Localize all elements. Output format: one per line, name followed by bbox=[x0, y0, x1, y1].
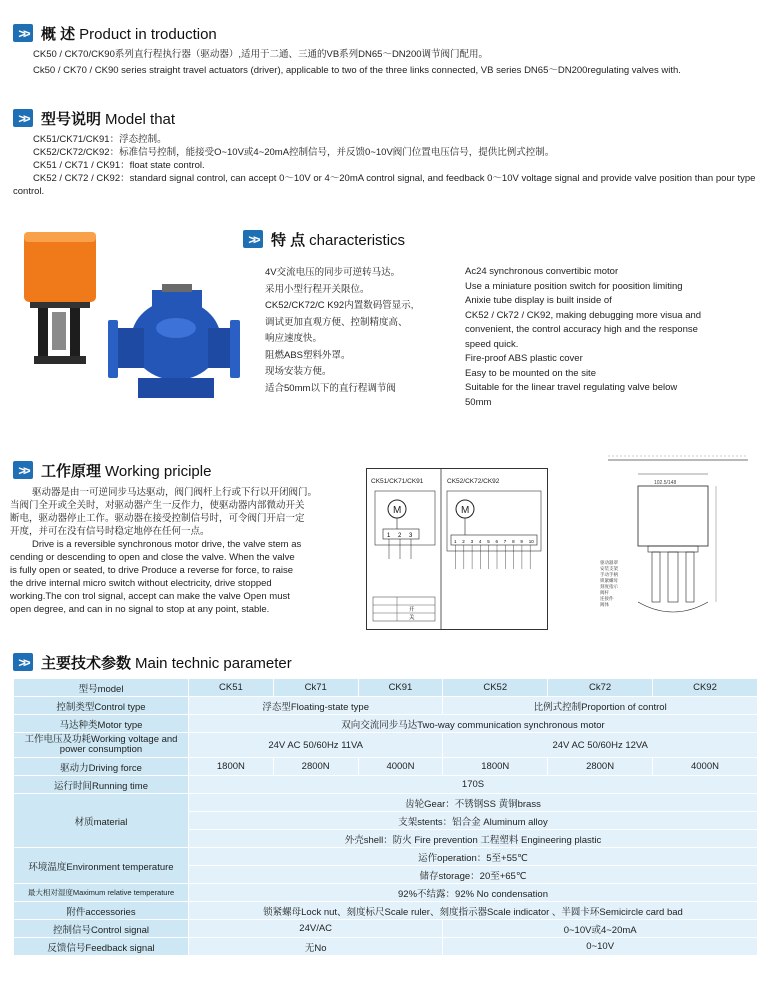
chevron-right-icon: >> bbox=[13, 24, 33, 42]
dimension-label: 102.5/148 bbox=[654, 480, 677, 486]
terminal-label: 8 bbox=[512, 539, 515, 544]
wiring-box1-title: CK51/CK71/CK91 bbox=[371, 478, 424, 485]
params-title-cn: 主要技术参数 bbox=[41, 654, 132, 672]
force-cell: 1800N bbox=[189, 758, 274, 776]
env-value: 运作operation：5至+55℃ bbox=[189, 848, 758, 866]
model-cell: CK52 bbox=[443, 679, 548, 697]
overview-text bbox=[33, 48, 763, 77]
terminal-label: 2 bbox=[398, 533, 402, 539]
side-label: 安装支架 bbox=[600, 566, 618, 571]
table-row bbox=[14, 679, 758, 697]
terminal-label: 9 bbox=[520, 539, 523, 544]
runtime-label: 运行时间Running time bbox=[14, 776, 189, 794]
overview-title-cn: 概 述 bbox=[41, 25, 76, 43]
side-label: 刻度指示 bbox=[600, 584, 618, 589]
feature-en: Suitable for the linear travel regulating valve below bbox=[465, 382, 678, 393]
table-row bbox=[14, 733, 758, 758]
table-row bbox=[14, 920, 758, 938]
working-en: Drive is a reversible synchronous motor drive, the valve stem as bbox=[32, 539, 302, 550]
motor-value: 双向交流同步马达Two-way communication synchronous motor bbox=[189, 715, 758, 733]
chevron-right-icon: >> bbox=[13, 109, 33, 127]
force-cell: 2800N bbox=[548, 758, 653, 776]
env-label: 环境温度Environment temperature bbox=[14, 848, 189, 884]
feedback-signal-value: 无No bbox=[189, 938, 443, 956]
side-label: 锁紧螺母 bbox=[600, 578, 618, 583]
feedback-signal-label: 反馈信号Feedback signal bbox=[14, 938, 189, 956]
terminal-label: 5 bbox=[487, 539, 490, 544]
material-value: 外壳shell：防火 Fire prevention 工程塑料 Engineering plastic bbox=[189, 830, 758, 848]
table-row bbox=[14, 697, 758, 715]
terminal-label: 1 bbox=[454, 539, 457, 544]
force-cell: 4000N bbox=[652, 758, 757, 776]
motor-label: 马达种类Motor type bbox=[14, 715, 189, 733]
working-cn: 驱动器是由一可逆同步马达驱动，阀门阀杆上行或下行以开闭阀门。 bbox=[32, 487, 318, 498]
table-row bbox=[14, 848, 758, 866]
feature-cn: 采用小型行程开关限位。 bbox=[265, 283, 370, 295]
table-row bbox=[14, 794, 758, 812]
wiring-diagram bbox=[366, 468, 548, 630]
accessories-value: 锁紧螺母Lock nut、刻度标尺Scale ruler、刻度指示器Scale indicator 、半圆卡环Semicircle card bad bbox=[189, 902, 758, 920]
terminal-label: 1 bbox=[387, 533, 391, 539]
features-cn bbox=[265, 265, 455, 397]
model-cell: CK51 bbox=[189, 679, 274, 697]
force-cell: 4000N bbox=[358, 758, 443, 776]
terminal-label: 6 bbox=[495, 539, 499, 544]
overview-heading bbox=[13, 22, 217, 44]
feature-cn: 适合50mm以下的直行程调节阀 bbox=[265, 382, 396, 394]
working-heading bbox=[13, 459, 211, 481]
humidity-label: 最大相对湿度Maximum relative temperature bbox=[14, 884, 189, 902]
model-heading bbox=[13, 107, 175, 129]
terminal-row bbox=[454, 539, 534, 569]
side-label: 驱动器罩 bbox=[600, 560, 618, 565]
table-row bbox=[14, 938, 758, 956]
overview-line-en: Ck50 / CK70 / CK90 series straight travel actuators (driver), applicable to two of the three links connected, VB series DN65～DN200regulating valves with. bbox=[33, 65, 681, 76]
side-label: 连接件 bbox=[600, 596, 614, 601]
model-line: CK51/CK71/CK91：浮态控制。 bbox=[33, 134, 167, 145]
working-cn: 当阀门全开或全关时，对驱动器产生一反作力，使驱动器内部微动开关 bbox=[10, 500, 305, 511]
motor-symbol: M bbox=[393, 505, 402, 516]
params-title-en: Main technic parameter bbox=[135, 654, 292, 672]
motor-symbol-2: M bbox=[461, 505, 470, 516]
dimension-drawing bbox=[598, 452, 758, 627]
product-image bbox=[18, 228, 243, 428]
wiring-box2-title: CK52/CK72/CK92 bbox=[447, 478, 500, 485]
model-cell: Ck72 bbox=[548, 679, 653, 697]
table-row bbox=[14, 776, 758, 794]
features-title-cn: 特 点 bbox=[271, 231, 306, 249]
control-type-value: 浮态型Floating-state type bbox=[189, 697, 443, 715]
model-line: CK51 / CK71 / CK91：float state control. bbox=[33, 160, 205, 171]
feature-cn: 阻燃ABS塑料外罩。 bbox=[265, 349, 351, 361]
terminal-label: 4 bbox=[478, 539, 482, 544]
material-label: 材质material bbox=[14, 794, 189, 848]
features-heading bbox=[243, 228, 405, 250]
feature-en: CK52 / Ck72 / CK92, making debugging more visua and bbox=[465, 309, 702, 321]
control-signal-label: 控制信号Control signal bbox=[14, 920, 189, 938]
control-signal-value: 0~10V或4~20mA bbox=[443, 920, 758, 938]
control-type-value: 比例式控制Proportion of control bbox=[443, 697, 758, 715]
control-type-label: 控制类型Control type bbox=[14, 697, 189, 715]
working-en: cending or descending to open and close the valve. When the valve bbox=[10, 552, 295, 563]
feature-en: 50mm bbox=[465, 396, 492, 408]
force-cell: 1800N bbox=[443, 758, 548, 776]
parameter-table bbox=[13, 678, 758, 956]
terminal-label: 2 bbox=[462, 539, 465, 544]
overview-title-en: Product in troduction bbox=[79, 25, 217, 43]
voltage-label: 工作电压及功耗Working voltage and power consumption bbox=[14, 733, 189, 758]
chevron-right-icon: >> bbox=[13, 461, 33, 479]
material-value: 支架stents：铝合金 Aluminum alloy bbox=[189, 812, 758, 830]
terminal-label: 3 bbox=[409, 533, 413, 539]
legend-close: 关 bbox=[409, 615, 415, 621]
side-label: 手动手柄 bbox=[600, 572, 618, 577]
table-row bbox=[14, 902, 758, 920]
working-en: is fully open or seated, to drive Produce a reverse for force, to raise bbox=[10, 565, 294, 576]
side-label: 阀杆 bbox=[600, 590, 609, 595]
working-cn: 开度，并可在没有信号时稳定地停在任何一点。 bbox=[10, 526, 210, 537]
side-label: 阀体 bbox=[600, 602, 609, 607]
voltage-value: 24V AC 50/60Hz 12VA bbox=[443, 733, 758, 758]
model-line: CK52 / CK72 / CK92：standard signal control, can accept 0～10V or 4～20mA control signal, and feedback 0～10V voltage signal and provide valve position than pour type control. bbox=[13, 173, 756, 197]
feature-en: Use a miniature position switch for poosition limiting bbox=[465, 280, 683, 292]
actuator-valve-illustration bbox=[18, 228, 243, 428]
control-signal-value: 24V/AC bbox=[189, 920, 443, 938]
model-cell: CK92 bbox=[652, 679, 757, 697]
model-header: 型号model bbox=[14, 679, 189, 697]
feature-cn: 响应速度快。 bbox=[265, 333, 323, 344]
feature-en: Fire-proof ABS plastic cover bbox=[465, 353, 583, 364]
model-title-cn: 型号说明 bbox=[41, 110, 102, 128]
model-cell: Ck71 bbox=[273, 679, 358, 697]
working-en: open degree, and can in no signal to stop at any point, stable. bbox=[10, 604, 270, 615]
model-title-en: Model that bbox=[105, 110, 176, 128]
features-en bbox=[465, 265, 760, 410]
feature-en: Easy to be mounted on the site bbox=[465, 367, 596, 379]
voltage-value: 24V AC 50/60Hz 11VA bbox=[189, 733, 443, 758]
working-en: working.The con trol signal, accept can make the valve Open must bbox=[10, 591, 290, 602]
working-title-cn: 工作原理 bbox=[41, 462, 102, 480]
runtime-value: 170S bbox=[189, 776, 758, 794]
model-cell: CK91 bbox=[358, 679, 443, 697]
working-cn: 断电，驱动器停止工作。驱动器在接受控制信号时，可令阀门开启一定 bbox=[10, 513, 305, 524]
feedback-signal-value: 0~10V bbox=[443, 938, 758, 956]
terminal-label: 7 bbox=[503, 539, 507, 544]
feature-cn: CK52/CK72/C K92内置数码管显示, bbox=[265, 300, 414, 311]
feature-cn: 现场安装方便。 bbox=[265, 366, 332, 377]
feature-en: Anixie tube display is built inside of bbox=[465, 295, 612, 306]
force-label: 驱动力Driving force bbox=[14, 758, 189, 776]
material-value: 齿轮Gear：不锈钢SS 黄铜brass bbox=[189, 794, 758, 812]
side-labels bbox=[600, 559, 618, 608]
params-heading bbox=[13, 651, 292, 673]
legend-open: 开 bbox=[409, 607, 415, 613]
terminal-label: 3 bbox=[470, 539, 474, 544]
features-title-en: characteristics bbox=[309, 231, 406, 249]
table-row bbox=[14, 715, 758, 733]
feature-cn: 4V交流电压的同步可逆转马达。 bbox=[265, 267, 401, 278]
working-title-en: Working priciple bbox=[105, 462, 212, 480]
working-en: the drive internal micro switch without electricity, drive stopped bbox=[10, 578, 272, 589]
feature-cn: 调试更加直观方便、控制精度高、 bbox=[265, 316, 408, 328]
chevron-right-icon: >> bbox=[13, 653, 33, 671]
table-row bbox=[14, 758, 758, 776]
feature-en: Ac24 synchronous convertibic motor bbox=[465, 266, 619, 277]
working-text bbox=[10, 486, 360, 616]
chevron-right-icon: >> bbox=[243, 230, 263, 248]
overview-line-cn: CK50 / CK70/CK90系列直行程执行器（驱动器）,适用于二通、三通的VB系列DN65～DN200调节阀门配用。 bbox=[33, 49, 489, 60]
humidity-value: 92%不结露：92% No condensation bbox=[189, 884, 758, 902]
accessories-label: 附件accessories bbox=[14, 902, 189, 920]
terminal-label: 10 bbox=[528, 539, 534, 544]
table-row bbox=[14, 884, 758, 902]
model-line: CK52/CK72/CK92：标准信号控制，能接受O~10V或4~20mA控制信号，并反馈0~10V阀门位置电压信号，提供比例式控制。 bbox=[33, 147, 555, 158]
feature-en: speed quick. bbox=[465, 338, 519, 350]
feature-en: convenient, the control accuracy high and the response bbox=[465, 324, 698, 335]
env-value: 储存storage：20至+65℃ bbox=[189, 866, 758, 884]
force-cell: 2800N bbox=[273, 758, 358, 776]
model-text bbox=[13, 133, 758, 198]
